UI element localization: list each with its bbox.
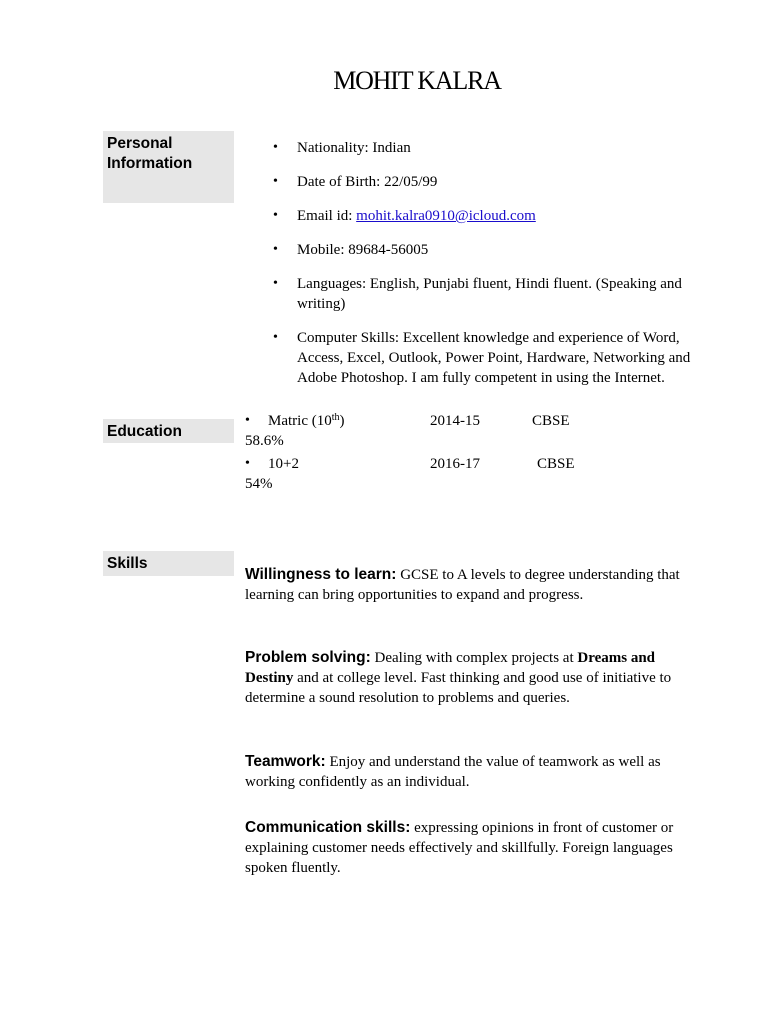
email-label: Email id: — [297, 208, 357, 224]
section-label-line: Information — [107, 155, 193, 172]
section-label-education: Education — [103, 419, 234, 443]
resume-name: MOHIT KALRA — [333, 66, 501, 95]
education-degree: 10+2 — [268, 456, 299, 472]
languages-item: • Languages: English, Punjabi fluent, Hindi fluent. (Speaking and writing) — [273, 274, 713, 314]
section-label-skills: Skills — [103, 551, 234, 576]
bullet-icon: • — [245, 413, 250, 428]
education-row — [245, 454, 745, 494]
skill-teamwork — [245, 752, 700, 792]
skill-title: Teamwork: — [245, 753, 326, 770]
skill-text: Enjoy and understand the value of teamwork as well as working confidently as an individual. — [245, 754, 661, 790]
skill-text: GCSE to A levels to degree understanding that learning can bring opportunities to expand and progress. — [245, 567, 680, 603]
education-percent: 54% — [245, 476, 273, 492]
section-label-personal-information — [103, 131, 234, 203]
education-board: CBSE — [537, 456, 575, 472]
education-row — [245, 411, 745, 451]
email-link[interactable]: mohit.kalra0910@icloud.com — [356, 208, 536, 224]
skill-willingness — [245, 565, 700, 605]
skill-text: Dealing with complex projects at — [370, 650, 578, 666]
education-year: 2014-15 — [430, 413, 480, 429]
email-item — [273, 206, 713, 226]
mobile-item: • Mobile: 89684-56005 — [273, 240, 713, 260]
skill-problem-solving — [245, 648, 700, 708]
skill-text: expressing opinions in front of customer or explaining customer needs effectively and skillfully. Foreign languages spoken fluently. — [245, 820, 674, 876]
education-degree: Matric (10th) — [268, 412, 345, 429]
bullet-icon: • — [245, 456, 250, 471]
education-year: 2016-17 — [430, 456, 480, 472]
skill-text: and at college level. Fast thinking and good use of initiative to determine a sound resolution to problems and queries. — [245, 670, 672, 706]
personal-info-list — [273, 138, 713, 402]
skill-title: Willingness to learn: — [245, 566, 397, 583]
section-label-line: Personal — [107, 135, 173, 152]
skill-title: Problem solving: — [245, 649, 371, 666]
skill-text-bold: Dreams and Destiny — [245, 650, 656, 686]
skill-communication — [245, 818, 700, 878]
computer-skills-item: • Computer Skills: Excellent knowledge and experience of Word, Access, Excel, Outlook, Power Point, Hardware, Networking and Adobe Photoshop. I am fully competent in using the Internet. — [273, 328, 713, 388]
nationality-item: • Nationality: Indian — [273, 138, 713, 158]
education-board: CBSE — [532, 413, 570, 429]
skill-title: Communication skills: — [245, 819, 411, 836]
education-percent: 58.6% — [245, 433, 284, 449]
dob-item: • Date of Birth: 22/05/99 — [273, 172, 713, 192]
